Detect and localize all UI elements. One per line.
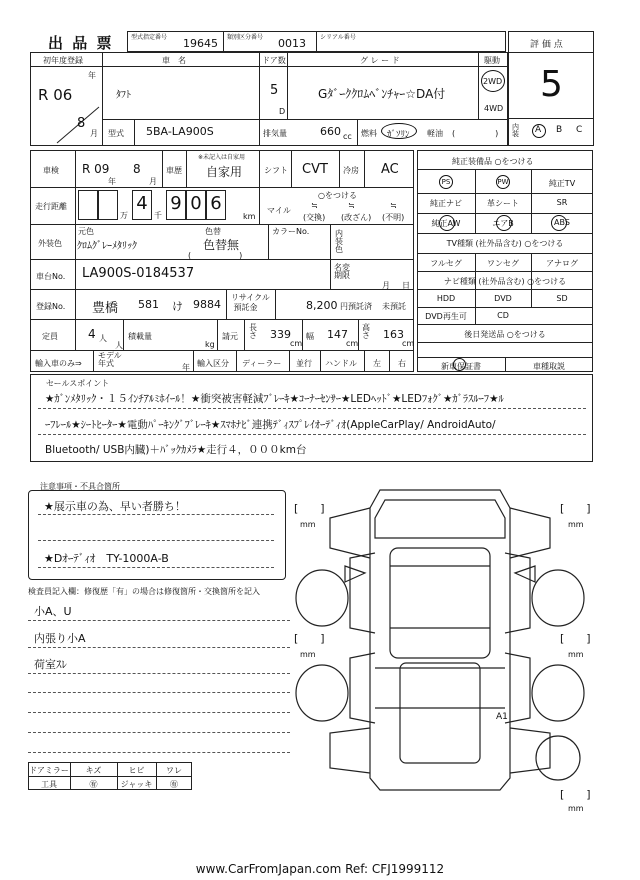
recycle-amount: 8,200	[306, 299, 338, 312]
height-label: 高 さ	[362, 323, 370, 340]
reg-number: 9884	[193, 298, 221, 311]
import-type-label: 輸入区分	[197, 359, 229, 368]
class-number: 0013	[278, 37, 306, 50]
first-reg-month: 8	[77, 116, 86, 131]
navi-type-label: ナビ種類 (社外品含む) ○をつける	[443, 277, 567, 286]
model-value: 5BA-LA900S	[146, 125, 214, 138]
car-damage-diagram	[290, 478, 590, 808]
width-value: 147	[327, 328, 348, 341]
displacement-label: 排気量	[263, 129, 287, 138]
mileage-digit: 4	[136, 193, 148, 214]
reg-class: 581	[138, 298, 159, 311]
drive-label: 駆動	[484, 56, 500, 65]
interior-grade-b: B	[556, 125, 563, 135]
inspector-line1: 小A、U	[34, 605, 72, 618]
model-label: 型式	[108, 129, 124, 138]
interior-label: 内 装	[512, 123, 519, 138]
doc-manual: 車種取説	[533, 362, 565, 371]
color-change: 色替無	[203, 238, 240, 252]
mile-label: マイル	[267, 206, 291, 215]
mileage-digit: 6	[210, 193, 222, 214]
chassis-number: LA900S-0184537	[82, 266, 195, 281]
inspector-label: 検査員記入欄：修復歴「有」の場合は修復箇所・交換箇所を記入	[28, 587, 260, 596]
class-label: 類別区分番号	[227, 34, 264, 41]
equip-aw: 純正AW	[431, 219, 461, 228]
sheet-title: 出 品 票	[48, 34, 114, 52]
damage-mark-a1: A1	[496, 712, 508, 722]
notes-label: 注意事項・不具合箇所	[40, 482, 120, 491]
doc-warranty: 新車保証書	[441, 362, 481, 371]
rating-score: 5	[540, 64, 563, 105]
cooler-label: 冷房	[343, 166, 359, 175]
type-cert-number: 19645	[183, 37, 218, 50]
genuine-equip-label: 純正装備品 ○をつける	[452, 157, 534, 166]
recycle-label: リサイクル 預託金	[231, 293, 270, 312]
displacement-value: 660	[320, 125, 341, 138]
first-reg-label: 初年度登録	[43, 56, 83, 65]
drive-4wd: 4WD	[484, 104, 504, 113]
color-num-label: カラーNo.	[272, 227, 310, 236]
model-year-label: モデル 年式	[98, 351, 122, 368]
sales-point-line2: ｰﾌﾚｰﾙ★ｼｰﾄﾋｰﾀｰ★電動ﾊﾟｰｷﾝｸﾞﾌﾞﾚｰｷ★ｽﾏﾎﾅﾋﾞ連携ﾃﾞｨｽﾌﾟﾚｲｵｰﾃﾞｨｵ(AppleCarPlay/ AndroidAuto/	[45, 419, 496, 431]
import-label: 輸入車のみ⇒	[35, 359, 82, 368]
doors-value: 5	[270, 83, 279, 98]
sales-point-line3: Bluetooth/ USB内臓)＋ﾊﾞｯｸｶﾒﾗ★走行４，０００km台	[45, 444, 307, 456]
fuel-diesel: 軽油	[427, 129, 443, 138]
type-cert-label: 型式指定番号	[131, 34, 168, 41]
footer-ref: www.CarFromJapan.com Ref: CFJ1999112	[195, 862, 445, 876]
first-reg-year: R 06	[38, 86, 73, 104]
interior-grade-c: C	[576, 125, 583, 135]
equip-navi: 純正ナビ	[430, 199, 462, 208]
drive-2wd: 2WD	[483, 77, 503, 86]
history-value: 自家用	[206, 165, 243, 179]
request-label: 請元	[222, 332, 238, 341]
equip-pw: PW	[497, 178, 509, 186]
doors-label: ドア数	[262, 56, 286, 65]
car-name: ﾀﾌﾄ	[116, 90, 131, 101]
mileage-digit: 0	[190, 193, 202, 214]
interior-grade-a: A	[535, 125, 542, 135]
equip-sr: SR	[556, 198, 568, 207]
inspector-line3: 荷室ｽﾚ	[34, 658, 67, 671]
capacity-label: 定員	[42, 332, 58, 341]
handle-label: ハンドル	[325, 359, 357, 368]
history-label: 車歴	[166, 166, 182, 175]
shaken-year: R 09	[82, 162, 110, 176]
reg-kana: け	[172, 300, 183, 313]
equip-ps: PS	[441, 178, 451, 186]
ext-color-label: 外装色	[38, 239, 62, 248]
original-color: ｸﾛﾑｸﾞﾚｰﾒﾀﾘｯｸ	[77, 241, 137, 252]
name-change-label: 名変 期限	[334, 263, 350, 280]
reg-no-label: 登録No.	[36, 302, 66, 311]
grade-label: グ レ ー ド	[360, 56, 400, 65]
equip-tv: 純正TV	[548, 179, 576, 188]
equip-abs: ABS	[554, 218, 570, 227]
fuel-label: 燃料	[361, 129, 377, 138]
mileage-label: 走行距離	[35, 202, 67, 211]
car-name-label: 車 名	[162, 56, 186, 65]
chassis-label: 車台No.	[36, 272, 66, 281]
rating-label: 評 価 点	[530, 40, 563, 50]
height-value: 163	[383, 328, 404, 341]
shaken-month: 8	[133, 162, 141, 176]
serial-label: シリアル番号	[320, 34, 356, 41]
load-label: 積載量	[128, 332, 152, 341]
length-value: 339	[270, 328, 291, 341]
shift-value: CVT	[302, 162, 328, 177]
equip-leather: 革シート	[487, 199, 519, 208]
equip-airbag: エアB	[492, 219, 514, 228]
inspector-line2: 内張り小A	[34, 632, 86, 645]
cooler-value: AC	[381, 162, 399, 177]
later-docs-label: 後日発送品 ○をつける	[464, 330, 546, 339]
mile-tampered: (改ざん)	[341, 213, 372, 222]
sales-point-label: セールスポイント	[46, 379, 110, 388]
width-label: 幅	[306, 332, 314, 341]
grade-value: Gﾀﾞｰｸｸﾛﾑﾍﾞﾝﾁｬｰ☆DA付	[318, 87, 446, 101]
length-label: 長 さ	[249, 323, 257, 340]
shaken-label: 車検	[43, 166, 59, 175]
notes-line3: ★Dｵｰﾃﾞｨｵ TY-1000A-B	[44, 552, 169, 565]
fuel-gasoline: ｶﾞｿﾘﾝ	[387, 130, 410, 140]
notes-line1: ★展示車の為、早い者勝ち！	[44, 500, 186, 513]
reg-area: 豊橋	[92, 301, 119, 316]
shift-label: シフト	[264, 166, 288, 175]
mileage-digit: 9	[170, 193, 182, 214]
dvd-play-label: DVD再生可	[425, 312, 467, 321]
capacity-value: 4	[88, 327, 96, 341]
mile-exchange: (交換)	[303, 213, 326, 222]
tv-type-label: TV種類 (社外品含む) ○をつける	[446, 239, 564, 248]
int-color-label: 内 装 色	[335, 229, 343, 254]
mile-unknown: (不明)	[382, 213, 405, 222]
sales-point-line1: ★ｶﾞﾝﾒﾀﾘｯｸ・１５ｲﾝﾁｱﾙﾐﾎｲｰﾙ！★衝突被害軽減ﾌﾞﾚｰｷ★ｺｰﾅｰｾﾝｻｰ★LEDﾍｯﾄﾞ★LEDﾌｫｸﾞ★ｶﾞﾗｽﾙｰﾌ★ﾙ	[45, 393, 504, 405]
